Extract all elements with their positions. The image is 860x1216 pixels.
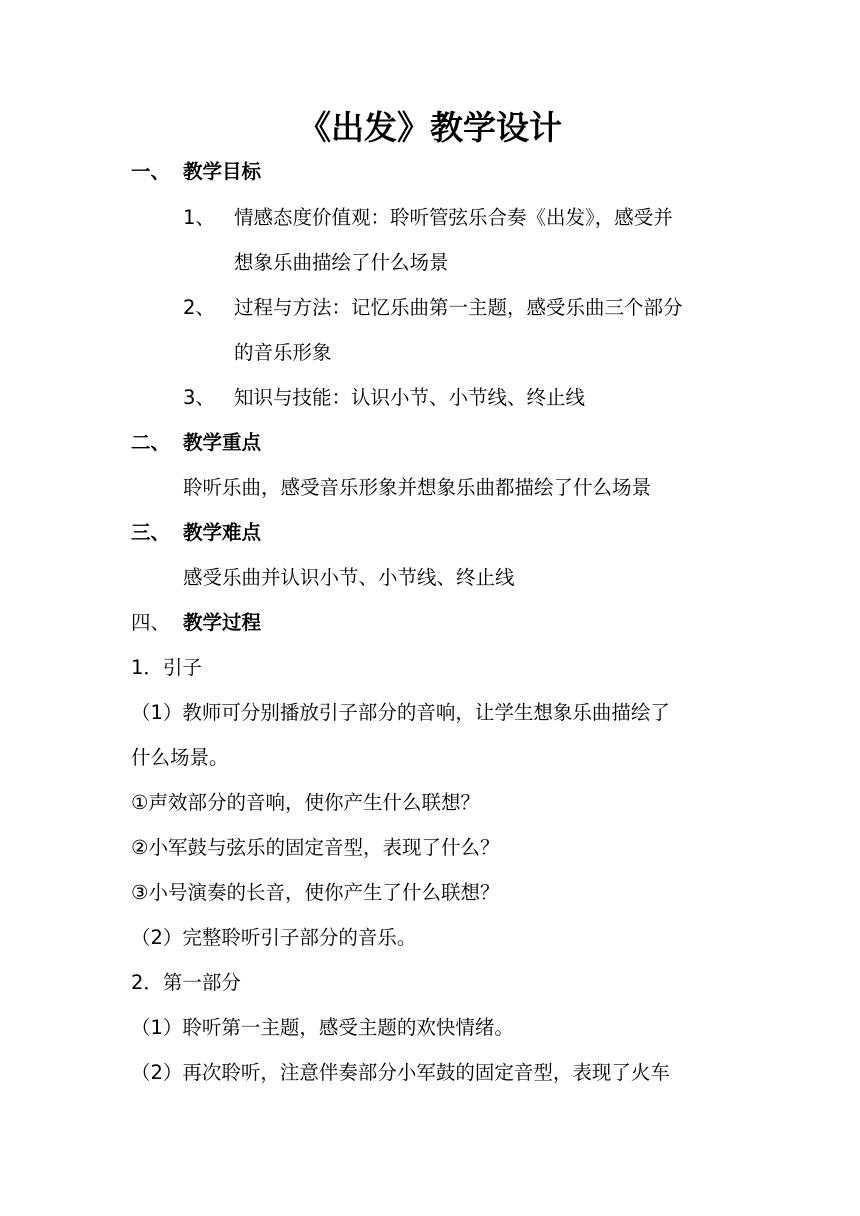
objective-text-3-line-1: 知识与技能：认识小节、小节线、终止线: [234, 386, 586, 409]
step-2-paragraph-2: （2）再次聆听，注意伴奏部分小军鼓的固定音型，表现了火车: [131, 1061, 670, 1084]
step-1-question-2: ②小军鼓与弦乐的固定音型，表现了什么？: [131, 836, 500, 859]
section-heading-3: 教学难点: [183, 521, 262, 544]
step-1-title: 1．引子: [131, 656, 202, 679]
section-marker-1: 一、: [131, 160, 171, 183]
objective-number-3: 3、: [183, 386, 215, 409]
step-1-paragraph-1-line-1: （1）教师可分别播放引子部分的音响，让学生想象乐曲描绘了: [131, 701, 670, 724]
section-body-3: 感受乐曲并认识小节、小节线、终止线: [183, 566, 515, 589]
section-marker-3: 三、: [131, 521, 171, 544]
step-1-paragraph-1-line-2: 什么场景。: [131, 746, 229, 769]
step-1-paragraph-2: （2）完整聆听引子部分的音乐。: [131, 926, 417, 949]
objective-text-2-line-1: 过程与方法：记忆乐曲第一主题，感受乐曲三个部分: [234, 296, 683, 319]
section-heading-4: 教学过程: [183, 611, 262, 634]
objective-number-1: 1、: [183, 206, 215, 229]
step-1-question-1: ①声效部分的音响，使你产生什么联想？: [131, 791, 480, 814]
step-2-paragraph-1: （1）聆听第一主题，感受主题的欢快情绪。: [131, 1016, 514, 1039]
section-body-2: 聆听乐曲，感受音乐形象并想象乐曲都描绘了什么场景: [183, 476, 652, 499]
objective-text-2-line-2: 的音乐形象: [234, 341, 332, 364]
document-title: 《出发》教学设计: [298, 108, 562, 147]
step-1-question-3: ③小号演奏的长音，使你产生了什么联想？: [131, 881, 500, 904]
section-heading-1: 教学目标: [183, 160, 262, 183]
section-heading-2: 教学重点: [183, 431, 262, 454]
objective-number-2: 2、: [183, 296, 215, 319]
objective-text-1-line-2: 想象乐曲描绘了什么场景: [234, 251, 449, 274]
step-2-title: 2．第一部分: [131, 971, 241, 994]
objective-text-1-line-1: 情感态度价值观：聆听管弦乐合奏《出发》，感受并: [234, 206, 673, 229]
section-marker-4: 四、: [131, 611, 171, 634]
section-marker-2: 二、: [131, 431, 171, 454]
